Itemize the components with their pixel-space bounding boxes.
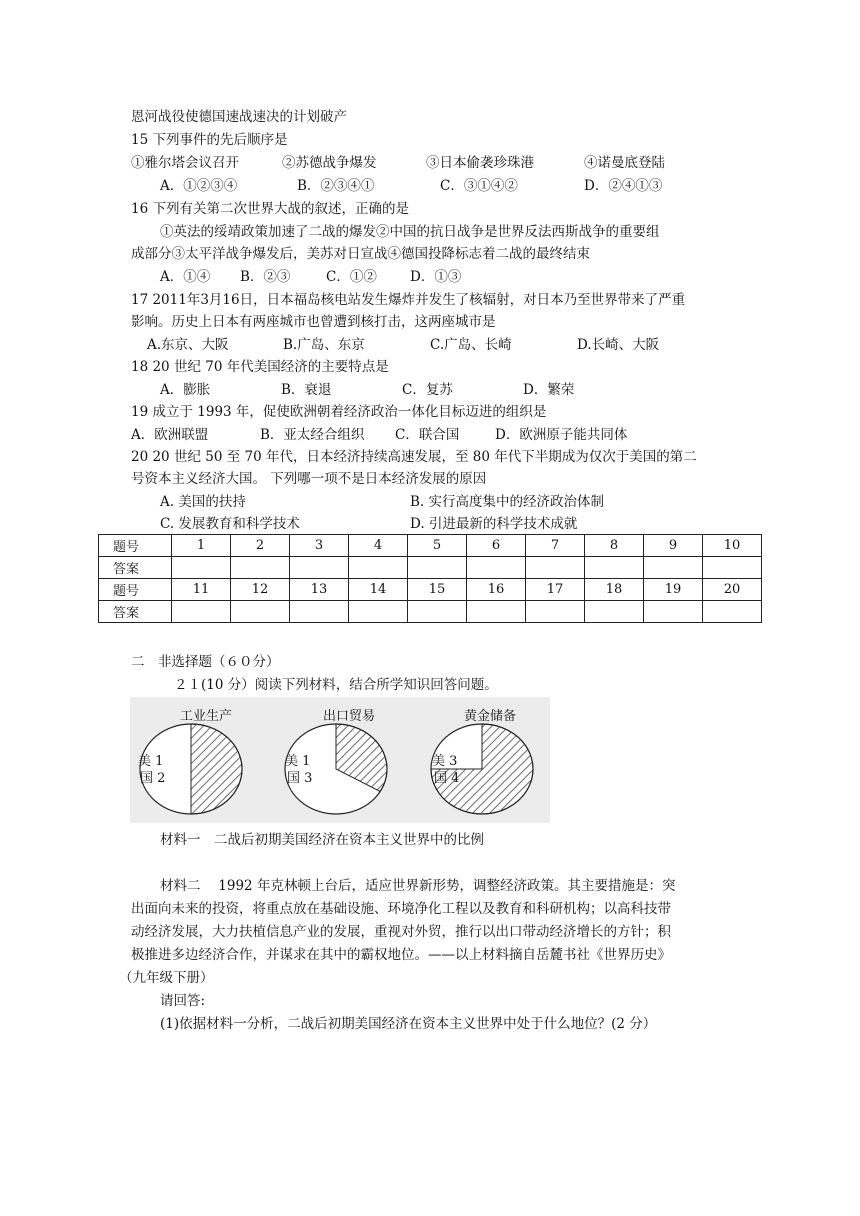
table-cell: 17	[526, 579, 585, 601]
question-17: 17 2011年3月16日，日本福岛核电站发生爆炸并发生了核辐射，对日本乃至世界带来了严重	[131, 292, 686, 308]
pie-title: 出口贸易	[323, 709, 376, 724]
figure-caption: 材料一 二战后初期美国经济在资本主义世界中的比例	[160, 832, 484, 848]
pie-label: 美 1	[138, 754, 164, 769]
option: A．①②③④	[160, 178, 238, 194]
option: C．联合国	[395, 427, 460, 443]
option: D.长崎、大阪	[577, 337, 660, 353]
answer-cell[interactable]	[644, 557, 703, 579]
answer-cell[interactable]	[526, 557, 585, 579]
option: C．复苏	[402, 382, 453, 398]
answer-table	[98, 534, 762, 623]
pie-slice-us-share	[191, 724, 242, 814]
option: B．②③④①	[297, 178, 375, 194]
option: D．②④①③	[584, 178, 663, 194]
option: D．繁荣	[523, 382, 575, 398]
answer-cell[interactable]	[467, 557, 526, 579]
pie-label: 美 1	[285, 754, 311, 769]
answer-cell[interactable]	[172, 557, 231, 579]
answer-cell[interactable]	[172, 601, 231, 623]
option: C. 发展教育和科学技术	[160, 516, 300, 532]
pie-label: 美 3	[432, 754, 458, 769]
table-cell: 16	[467, 579, 526, 601]
table-cell: 11	[172, 579, 231, 601]
pie-label: 国 4	[434, 771, 460, 786]
table-row	[99, 579, 762, 601]
option: B．②③	[240, 269, 291, 285]
option: B．亚太经合组织	[260, 427, 365, 443]
option: B．衰退	[281, 382, 332, 398]
option: C．③①④②	[440, 178, 518, 194]
question-17-text: 影响。历史上日本有两座城市也曾遭到核打击，这两座城市是	[131, 314, 496, 330]
question-21: ２１(10 分）阅读下列材料，结合所学知识回答问题。	[174, 677, 498, 693]
question-15: 15 下列事件的先后顺序是	[131, 132, 288, 148]
option: D．欧洲原子能共同体	[495, 427, 628, 443]
row-label: 答案	[99, 601, 172, 623]
answer-cell[interactable]	[467, 601, 526, 623]
option: C．①②	[326, 269, 377, 285]
pie-label: 国 3	[287, 771, 313, 786]
pie-title: 工业生产	[180, 709, 233, 724]
answer-cell[interactable]	[526, 601, 585, 623]
table-cell: 6	[467, 535, 526, 557]
table-cell: 13	[290, 579, 349, 601]
answer-cell[interactable]	[290, 557, 349, 579]
option: A．①④	[160, 269, 211, 285]
option: A. 美国的扶持	[160, 494, 246, 510]
q15-item: ④诺曼底登陆	[584, 155, 665, 171]
table-row	[99, 535, 762, 557]
table-cell: 3	[290, 535, 349, 557]
answer-cell[interactable]	[231, 601, 290, 623]
answer-cell[interactable]	[231, 557, 290, 579]
material-text: （九年级下册）	[119, 970, 214, 986]
answer-cell[interactable]	[408, 601, 467, 623]
option: C.广岛、长崎	[430, 337, 512, 353]
material-text: 出面向未来的投资，将重点放在基础设施、环境净化工程以及教育和科研机构；以高科技带	[131, 901, 671, 917]
answer-cell[interactable]	[349, 601, 408, 623]
row-label: 答案	[99, 557, 172, 579]
row-label: 题号	[99, 579, 172, 601]
answer-cell[interactable]	[585, 601, 644, 623]
q15-item: ③日本偷袭珍珠港	[426, 155, 534, 171]
sub-question-1: (1)依据材料一分析，二战后初期美国经济在资本主义世界中处于什么地位？(2 分）	[160, 1016, 657, 1032]
option: D．①③	[410, 269, 462, 285]
option: A．膨胀	[160, 382, 211, 398]
table-cell: 12	[231, 579, 290, 601]
answer-cell[interactable]	[703, 601, 762, 623]
question-16-text: 成部分③太平洋战争爆发后，美苏对日宣战④德国投降标志着二战的最终结束	[131, 246, 590, 262]
table-cell: 9	[644, 535, 703, 557]
table-cell: 7	[526, 535, 585, 557]
section-title: 二 非选择题（６０分）	[131, 654, 280, 670]
answer-cell[interactable]	[703, 557, 762, 579]
question-20: 20 20 世纪 50 至 70 年代，日本经济持续高速发展，至 80 年代下半期成为仅次于美国的第二	[131, 449, 697, 465]
table-cell: 10	[703, 535, 762, 557]
option: A．欧洲联盟	[131, 427, 209, 443]
option: B.广岛、东京	[283, 337, 365, 353]
question-16: 16 下列有关第二次世界大战的叙述，正确的是	[131, 201, 409, 217]
pie-figure	[130, 697, 550, 823]
question-19: 19 成立于 1993 年，促使欧洲朝着经济政治一体化目标迈进的组织是	[131, 404, 547, 420]
q15-item: ②苏德战争爆发	[282, 155, 377, 171]
table-cell: 20	[703, 579, 762, 601]
question-18: 18 20 世纪 70 年代美国经济的主要特点是	[131, 359, 389, 375]
table-cell: 8	[585, 535, 644, 557]
answer-cell[interactable]	[349, 557, 408, 579]
material-text: 极推进多边经济合作，并谋求在其中的霸权地位。——以上材料摘自岳麓书社《世界历史》	[131, 947, 671, 963]
row-label: 题号	[99, 535, 172, 557]
option: D. 引进最新的科学技术成就	[410, 516, 578, 532]
table-cell: 1	[172, 535, 231, 557]
text-line: 恩河战役使德国速战速决的计划破产	[131, 109, 347, 125]
answer-cell[interactable]	[290, 601, 349, 623]
table-cell: 2	[231, 535, 290, 557]
table-cell: 4	[349, 535, 408, 557]
material-text: 动经济发展，大力扶植信息产业的发展，重视对外贸，推行以出口带动经济增长的方针；积	[131, 924, 671, 940]
q15-item: ①雅尔塔会议召开	[131, 155, 239, 171]
question-16-text: ①英法的绥靖政策加速了二战的爆发②中国的抗日战争是世界反法西斯战争的重要组	[160, 224, 660, 240]
prompt-text: 请回答:	[160, 993, 206, 1009]
table-cell: 19	[644, 579, 703, 601]
table-cell: 14	[349, 579, 408, 601]
answer-cell[interactable]	[644, 601, 703, 623]
option: A.东京、大阪	[147, 337, 229, 353]
table-row	[99, 601, 762, 623]
table-row	[99, 557, 762, 579]
pie-label: 国 2	[140, 771, 166, 786]
answer-cell[interactable]	[408, 557, 467, 579]
material-text: 材料二 1992 年克林顿上台后，适应世界新形势，调整经济政策。其主要措施是：突	[160, 878, 676, 894]
table-cell: 15	[408, 579, 467, 601]
pie-title: 黄金储备	[464, 709, 517, 724]
table-cell: 18	[585, 579, 644, 601]
answer-cell[interactable]	[585, 557, 644, 579]
table-cell: 5	[408, 535, 467, 557]
option: B. 实行高度集中的经济政治体制	[410, 494, 605, 510]
question-20-text: 号资本主义经济大国。 下列哪一项不是日本经济发展的原因	[131, 471, 487, 487]
